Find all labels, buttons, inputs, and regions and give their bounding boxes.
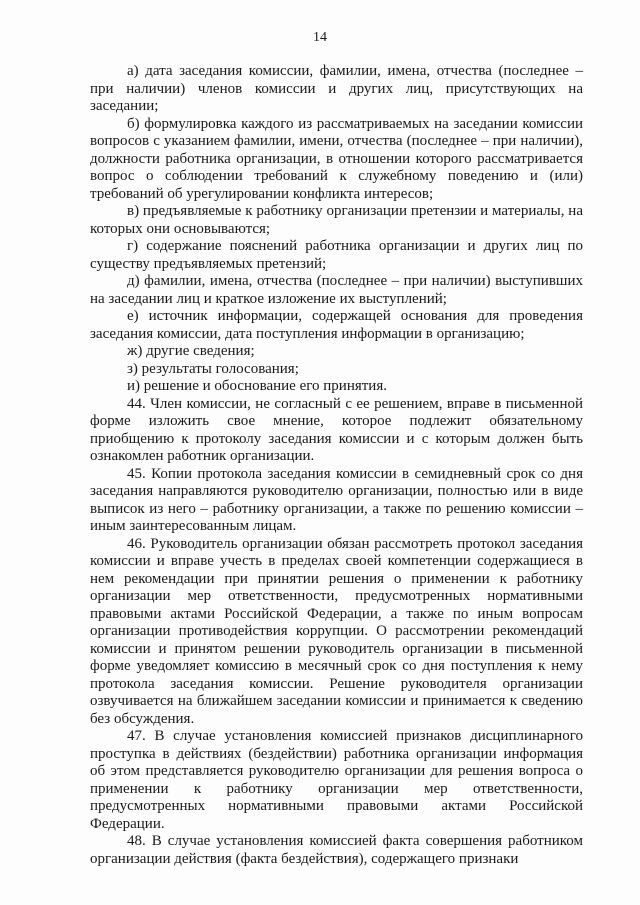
item-d: д) фамилии, имена, отчества (последнее – при наличии) выступивших на заседании лиц и краткое изложение их выступлений; — [90, 273, 583, 307]
document-body — [90, 63, 583, 868]
item-a: а) дата заседания комиссии, фамилии, имена, отчества (последнее – при наличии) членов комиссии и других лиц, присутствующих на заседании; — [90, 63, 583, 114]
paragraph-46: 46. Руководитель организации обязан рассмотреть протокол заседания комиссии и вправе учесть в пределах своей компетенции содержащиеся в нем рекомендации при принятии решения о применении к работнику организации мер ответственности, предусмотренных нормативными правовыми актами Российской Федерации, а также по иным вопросам организации противодействия коррупции. О рассмотрении рекомендаций комиссии и принятом решении руководитель организации в письменной форме уведомляет комиссию в месячный срок со дня поступления к нему протокола заседания комиссии. Решение руководителя организации озвучивается на ближайшем заседании комиссии и принимается к сведению без обсуждения. — [90, 535, 583, 727]
page-number: 14 — [313, 30, 327, 45]
paragraph-47: 47. В случае установления комиссией признаков дисциплинарного проступка в действиях (бездействии) работника организации информация об этом представляется руководителю организации для решения вопроса о применении к работнику организации мер ответственности, предусмотренных нормативными правовыми актами Российской Федерации. — [90, 728, 583, 832]
item-v: в) предъявляемые к работнику организации претензии и материалы, на которых они основываются; — [90, 203, 583, 237]
item-g: г) содержание пояснений работника организации и других лиц по существу предъявляемых претензий; — [90, 238, 583, 272]
item-z: з) результаты голосования; — [127, 360, 299, 377]
paragraph-44: 44. Член комиссии, не согласный с ее решением, вправе в письменной форме изложить свое мнение, которое подлежит обязательному приобщению к протоколу заседания комиссии и с которым должен быть ознакомлен работник организации. — [90, 395, 583, 464]
item-e: е) источник информации, содержащей основания для проведения заседания комиссии, дата поступления информации в организацию; — [90, 308, 583, 342]
item-i: и) решение и обоснование его принятия. — [127, 378, 387, 394]
paragraph-48: 48. В случае установления комиссией факта совершения работником организации действия (факта бездействия), содержащего признаки — [90, 833, 583, 867]
item-b: б) формулировка каждого из рассматриваемых на заседании комиссии вопросов с указанием фамилии, имени, отчества (последнее – при наличии), должности работника организации, в отношении которого рассматривается вопрос о соблюдении требований к служебному поведению и (или) требований об урегулировании конфликта интересов; — [90, 115, 583, 202]
paragraph-45: 45. Копии протокола заседания комиссии в семидневный срок со дня заседания направляются руководителю организации, полностью или в виде выписок из него – работнику организации, а также по решению комиссии – иным заинтересованным лицам. — [90, 465, 583, 534]
item-zh: ж) другие сведения; — [127, 343, 255, 359]
